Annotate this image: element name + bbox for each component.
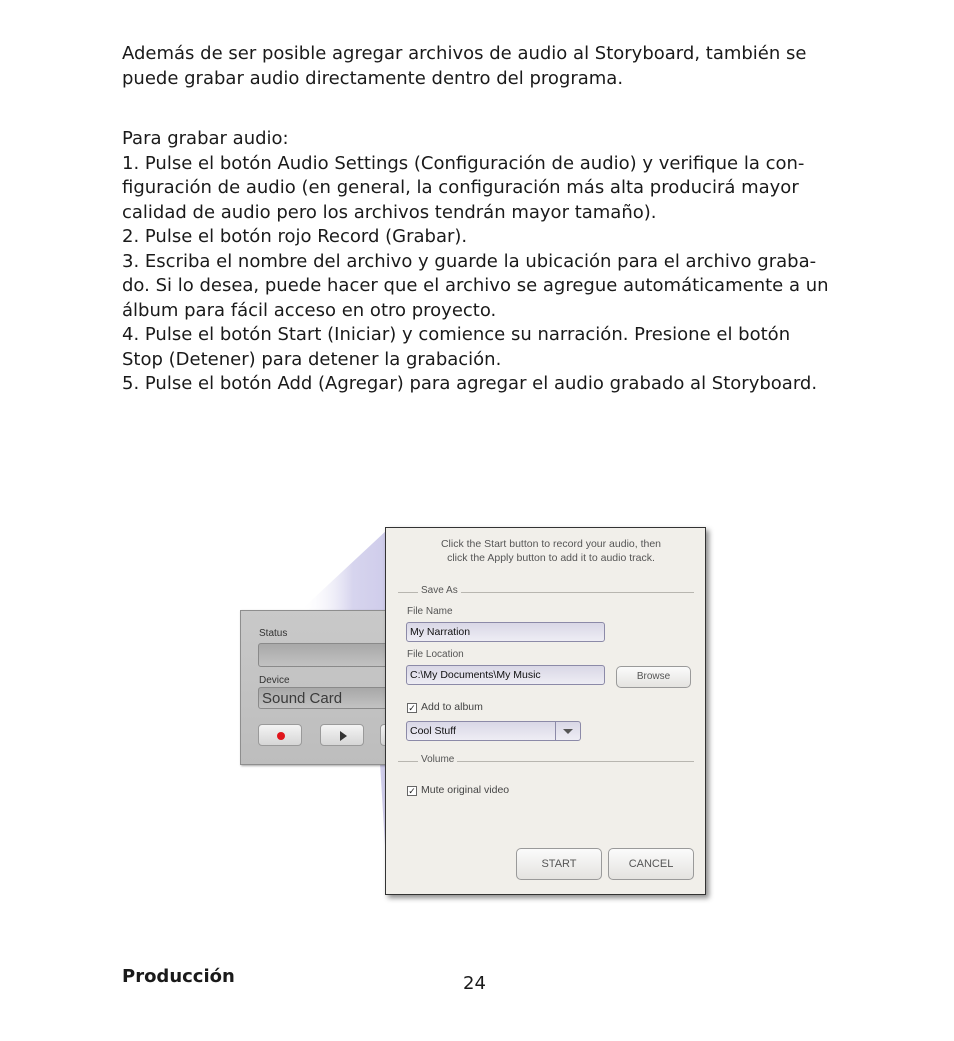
instructions-line: click the Apply button to add it to audio track.: [447, 552, 655, 564]
text-line: Para grabar audio:: [122, 128, 289, 149]
chevron-down-icon: [555, 722, 580, 740]
record-dialog: [385, 527, 706, 895]
record-button[interactable]: [258, 724, 302, 746]
device-label: Device: [259, 675, 290, 686]
browse-button[interactable]: Browse: [616, 666, 691, 688]
play-icon: [321, 725, 365, 747]
save-as-group-title: Save As: [418, 585, 461, 596]
instructions-line: Click the Start button to record your audio, then: [440, 538, 662, 550]
volume-group-title: Volume: [418, 754, 457, 765]
album-select[interactable]: [406, 721, 581, 741]
cancel-button[interactable]: CANCEL: [608, 848, 694, 880]
text-line: 4. Pulse el botón Start (Iniciar) y comience su narración. Presione el botón: [122, 324, 791, 345]
text-line: álbum para fácil acceso en otro proyecto.: [122, 299, 497, 321]
page-number: 24: [463, 973, 486, 994]
record-audio-screenshot: [240, 527, 710, 899]
text-line: 3. Escriba el nombre del archivo y guarde la ubicación para el archivo graba-: [122, 250, 817, 272]
record-icon: [259, 725, 303, 747]
file-location-label: File Location: [407, 649, 464, 660]
text-line: Además de ser posible agregar archivos de audio al Storyboard, también se: [122, 43, 807, 64]
text-line: figuración de audio (en general, la configuración más alta producirá mayor: [122, 177, 799, 198]
add-to-album-label: Add to album: [421, 701, 483, 713]
device-select[interactable]: Sound Card: [258, 687, 398, 709]
start-button[interactable]: START: [516, 848, 602, 880]
section-title: Producción: [122, 966, 235, 987]
text-line: puede grabar audio directamente dentro del programa.: [122, 67, 624, 89]
text-line: do. Si lo desea, puede hacer que el archivo se agregue automáticamente a un: [122, 275, 829, 296]
text-line: 2. Pulse el botón rojo Record (Grabar).: [122, 226, 468, 247]
play-button[interactable]: [320, 724, 364, 746]
file-name-label: File Name: [407, 606, 453, 617]
steps-paragraph: [122, 127, 922, 397]
text-line: 1. Pulse el botón Audio Settings (Configuración de audio) y verifique la con-: [122, 152, 805, 174]
text-line: 5. Pulse el botón Add (Agregar) para agregar el audio grabado al Storyboard.: [122, 373, 818, 394]
add-to-album-checkbox[interactable]: ✓: [408, 703, 416, 713]
file-name-input[interactable]: My Narration: [406, 622, 605, 642]
file-location-input[interactable]: C:\My Documents\My Music: [406, 665, 605, 685]
status-field: [258, 643, 400, 667]
intro-paragraph: [122, 42, 922, 91]
status-label: Status: [259, 628, 288, 639]
instructions-text: [406, 537, 696, 565]
recorder-panel: [240, 610, 392, 765]
mute-label: Mute original video: [421, 784, 510, 796]
text-line: Stop (Detener) para detener la grabación.: [122, 348, 502, 370]
text-line: calidad de audio pero los archivos tendrán mayor tamaño).: [122, 201, 657, 223]
mute-checkbox[interactable]: ✓: [408, 786, 416, 796]
album-select-value: Cool Stuff: [410, 725, 456, 737]
